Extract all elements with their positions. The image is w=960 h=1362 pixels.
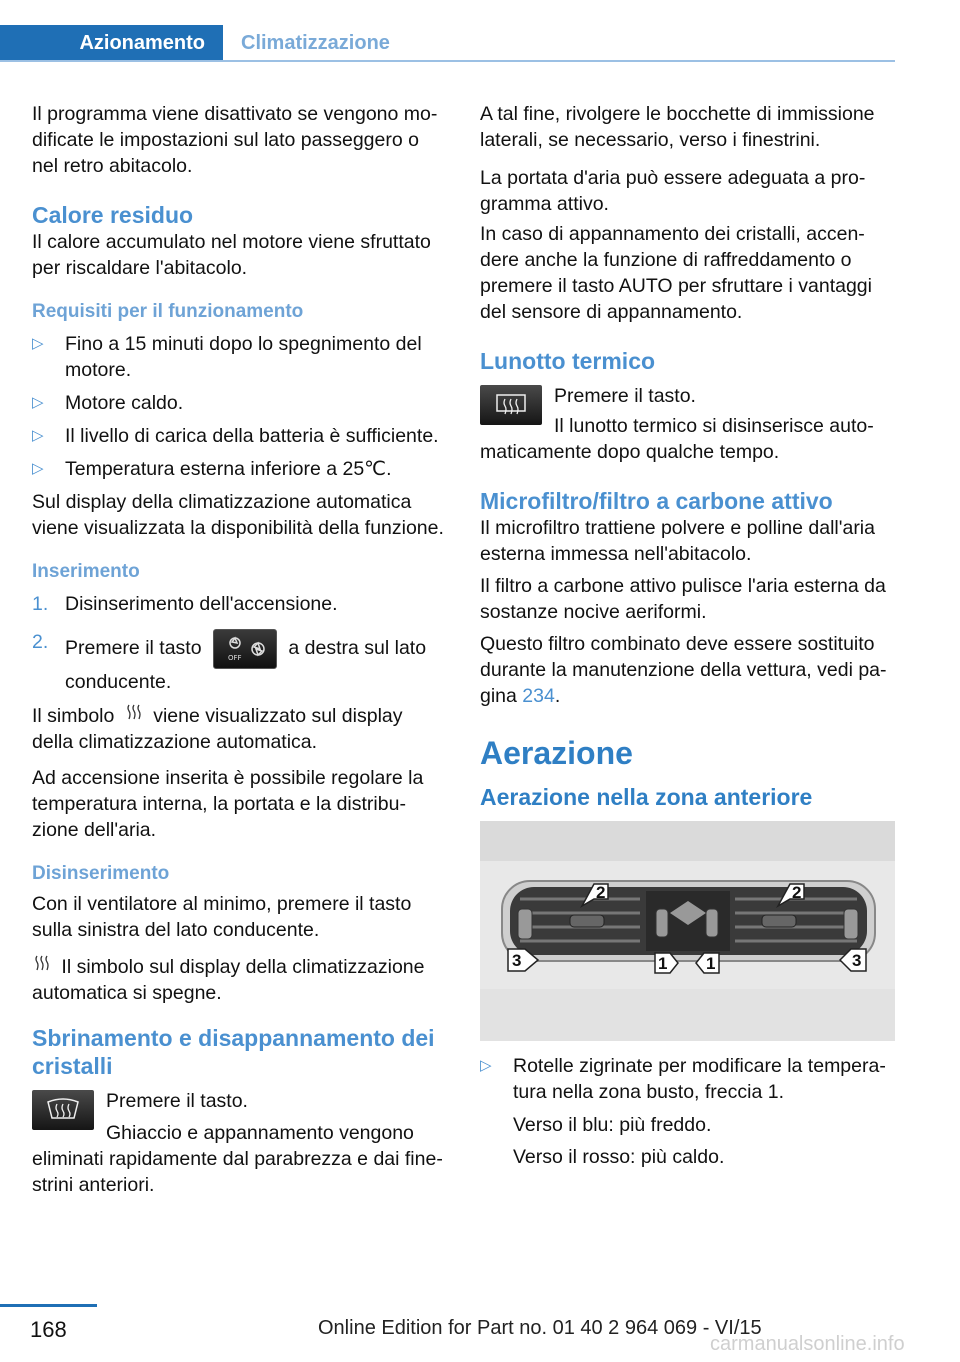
tab-climatizzazione[interactable]: Climatizzazione xyxy=(241,32,390,54)
disinserimento-text: Con il ventilatore al minimo, premere il tasto sulla sinistra del lato conducente. xyxy=(32,893,412,941)
list-item: ▷ Motore caldo. xyxy=(32,392,184,414)
rosso-text: Verso il rosso: più caldo. xyxy=(513,1146,725,1168)
heat-waves-icon xyxy=(32,953,56,980)
intro-paragraph: Il programma viene disattivato se vengono mo-dificate le impostazioni sul lato passeggero o nel retro abitacolo. xyxy=(32,103,438,177)
lunotto-premere: Premere il tasto. xyxy=(554,385,696,407)
requisiti-list xyxy=(32,331,447,482)
arrow-label-3a: 3 xyxy=(512,951,522,970)
list-item: ▷ Rotelle zigrinate per modificare la tempera-tura nella zona busto, freccia 1. xyxy=(480,1055,886,1103)
page-header xyxy=(0,0,895,62)
list-item: ▷ Fino a 15 minuti dopo lo spegnimento del motore. xyxy=(32,333,422,381)
left-column xyxy=(32,101,447,1208)
microfiltro-p2: Il filtro a carbone attivo pulisce l'aria esterna da sostanze nocive aeriformi. xyxy=(480,575,886,623)
triangle-bullet-icon: ▷ xyxy=(32,460,44,477)
list-item: ▷ Temperatura esterna inferiore a 25℃. xyxy=(32,458,392,480)
rotelle-list xyxy=(480,1053,895,1105)
aerazione-heading: Aerazione xyxy=(480,735,633,771)
heat-waves-icon xyxy=(120,702,148,729)
triangle-bullet-icon: ▷ xyxy=(480,1057,492,1074)
right-column xyxy=(480,101,895,1180)
page-number: 168 xyxy=(30,1317,67,1342)
rear-defrost-button-icon xyxy=(480,385,542,425)
sbrinamento-heading: Sbrinamento e disappannamento dei cristalli xyxy=(32,1025,435,1079)
triangle-bullet-icon: ▷ xyxy=(32,394,44,411)
accensione-paragraph: Ad accensione inserita è possibile regolare la temperatura interna, la portata e la distribu-zione dell'aria. xyxy=(32,767,424,841)
arrow-label-1a: 1 xyxy=(658,954,668,973)
step-1: 1. Disinserimento dell'accensione. xyxy=(32,593,338,615)
blu-text: Verso il blu: più freddo. xyxy=(513,1114,712,1136)
microfiltro-p3: Questo filtro combinato deve essere sostituito durante la manutenzione della vettura, vedi pa-gina 234. xyxy=(480,633,887,707)
calore-residuo-text: Il calore accumulato nel motore viene sfruttato per riscaldare l'abitacolo. xyxy=(32,231,431,279)
watermark: carmanualsonline.info xyxy=(710,1333,905,1355)
arrow-label-3b: 3 xyxy=(852,951,862,970)
edition-text: Online Edition for Part no. 01 40 2 964 069 - VI/15 xyxy=(318,1317,762,1339)
simbolo-spegne-paragraph: Il simbolo sul display della climatizzazione automatica si spegne. xyxy=(32,953,447,1006)
simbolo-paragraph: Il simbolo viene visualizzato sul display della climatizzazione automatica. xyxy=(32,702,447,755)
arrow-label-2a: 2 xyxy=(596,883,606,902)
defrost-windshield-button-icon xyxy=(32,1090,94,1130)
inserimento-heading: Inserimento xyxy=(32,561,140,582)
appannamento-paragraph: In caso di appannamento dei cristalli, accen-dere anche la funzione di raffreddamento o premere il tasto AUTO per sfruttare i vantaggi del sensore di appannamento. xyxy=(480,223,872,323)
step-2: 2. Premere il tasto OFF a destra sul lato conducente. xyxy=(32,631,427,693)
vents-photo xyxy=(480,821,895,1041)
header-divider xyxy=(0,60,895,62)
svg-text:OFF: OFF xyxy=(227,654,242,662)
page-link-234[interactable]: 234 xyxy=(522,685,555,707)
inserimento-steps xyxy=(32,591,447,695)
arrow-label-2b: 2 xyxy=(792,883,802,902)
footer-divider xyxy=(0,1304,97,1307)
arrow-label-1b: 1 xyxy=(706,954,716,973)
triangle-bullet-icon: ▷ xyxy=(32,427,44,444)
microfiltro-p1: Il microfiltro trattiene polvere e polline dall'aria esterna immessa nell'abitacolo. xyxy=(480,517,875,565)
disinserimento-heading: Disinserimento xyxy=(32,863,170,884)
sbrinamento-premere: Premere il tasto. xyxy=(106,1090,248,1112)
triangle-bullet-icon: ▷ xyxy=(32,335,44,352)
calore-residuo-heading: Calore residuo xyxy=(32,202,194,228)
portata-paragraph: La portata d'aria può essere adeguata a pro-gramma attivo. xyxy=(480,167,866,215)
fan-off-button-icon xyxy=(213,629,277,669)
requisiti-after: Sul display della climatizzazione automatica viene visualizzata la disponibilità della funzione. xyxy=(32,491,444,539)
lunotto-heading: Lunotto termico xyxy=(480,348,656,374)
tab-azionamento[interactable]: Azionamento xyxy=(0,25,223,62)
aerazione-anteriore-heading: Aerazione nella zona anteriore xyxy=(480,784,813,810)
requisiti-heading: Requisiti per il funzionamento xyxy=(32,301,304,322)
bocchette-paragraph: A tal fine, rivolgere le bocchette di immissione laterali, se necessario, verso i finestrini. xyxy=(480,103,875,151)
list-item: ▷ Il livello di carica della batteria è sufficiente. xyxy=(32,425,439,447)
microfiltro-heading: Microfiltro/filtro a carbone attivo xyxy=(480,488,833,514)
lunotto-text: Il lunotto termico si disinserisce auto-maticamente dopo qualche tempo. xyxy=(480,415,874,463)
sbrinamento-text: Ghiaccio e appannamento vengono eliminati rapidamente dal parabrezza e dai fine-strini anteriori. xyxy=(32,1122,443,1196)
